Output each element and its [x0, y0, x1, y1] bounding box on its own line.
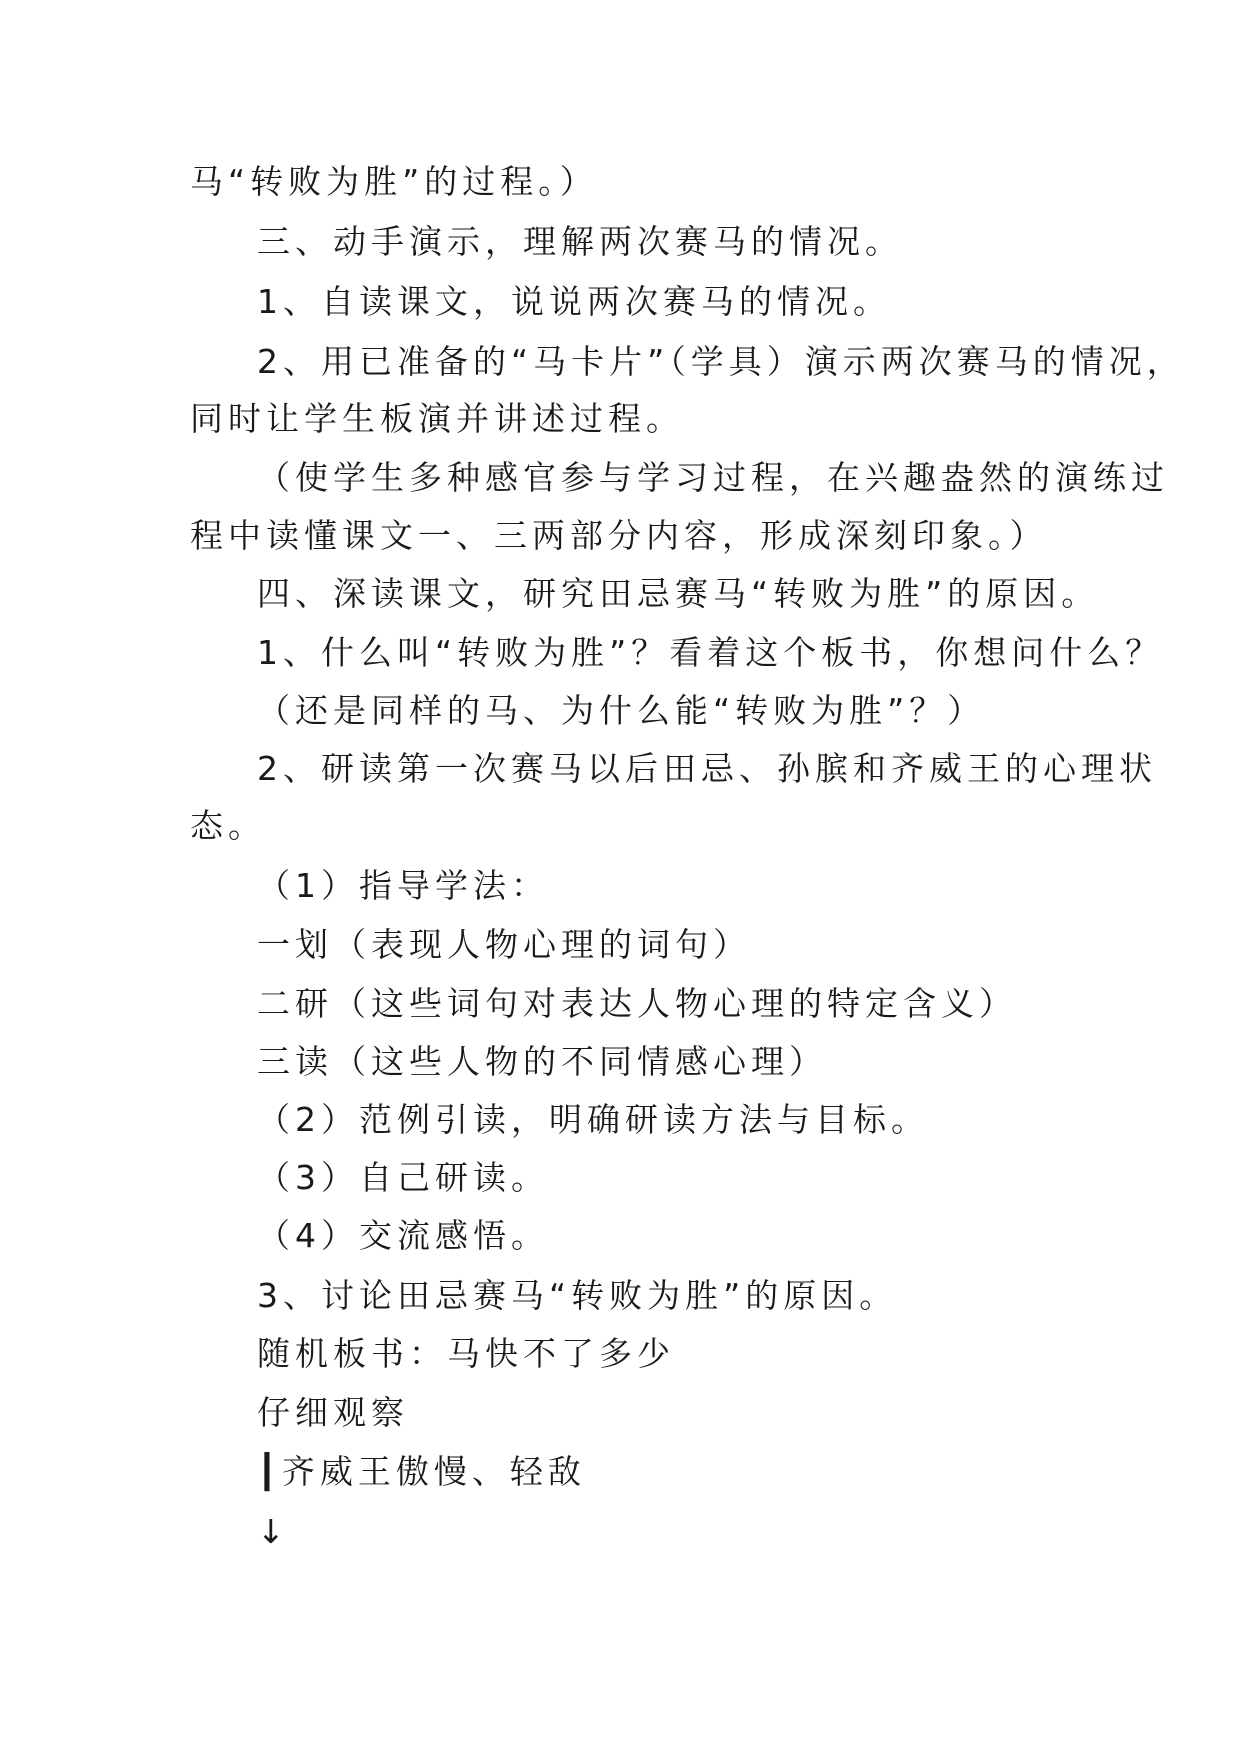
down-arrow-icon: ↓: [257, 1512, 290, 1551]
text-line: 马“转败为胜”的过程。）: [190, 162, 598, 201]
text-line: 1、什么叫“转败为胜”？看着这个板书，你想问什么？: [257, 633, 1164, 672]
text-line: 程中读懂课文一、三两部分内容，形成深刻印象。）: [190, 516, 1048, 555]
text-line: 态。: [190, 806, 266, 845]
text-line: 1、自读课文，说说两次赛马的情况。: [257, 282, 891, 321]
board-writing-line: ┃齐威王傲慢、轻敌: [257, 1452, 586, 1491]
board-writing-line: 随机板书：马快不了多少: [257, 1334, 675, 1373]
text-line: 2、研读第一次赛马以后田忌、孙膑和齐威王的心理状: [257, 749, 1157, 788]
text-line: 一划（表现人物心理的词句）: [257, 925, 751, 964]
text-line: （使学生多种感官参与学习过程，在兴趣盎然的演练过: [257, 458, 1169, 497]
board-writing-line: 仔细观察: [257, 1393, 409, 1432]
text-line: （1）指导学法：: [257, 866, 549, 905]
text-line: （2）范例引读，明确研读方法与目标。: [257, 1100, 929, 1139]
text-line: 2、用已准备的“马卡片”（学具）演示两次赛马的情况，: [257, 342, 1185, 381]
text-line: （4）交流感悟。: [257, 1216, 549, 1255]
text-line: （3）自己研读。: [257, 1158, 549, 1197]
section-heading: 三、动手演示，理解两次赛马的情况。: [257, 222, 903, 261]
section-heading: 四、深读课文，研究田忌赛马“转败为胜”的原因。: [257, 574, 1100, 613]
text-line: 同时让学生板演并讲述过程。: [190, 399, 684, 438]
text-line: 二研（这些词句对表达人物心理的特定含义）: [257, 984, 1017, 1023]
text-line: （还是同样的马、为什么能“转败为胜”？）: [257, 691, 986, 730]
text-line: 三读（这些人物的不同情感心理）: [257, 1042, 827, 1081]
text-line: 3、讨论田忌赛马“转败为胜”的原因。: [257, 1276, 898, 1315]
